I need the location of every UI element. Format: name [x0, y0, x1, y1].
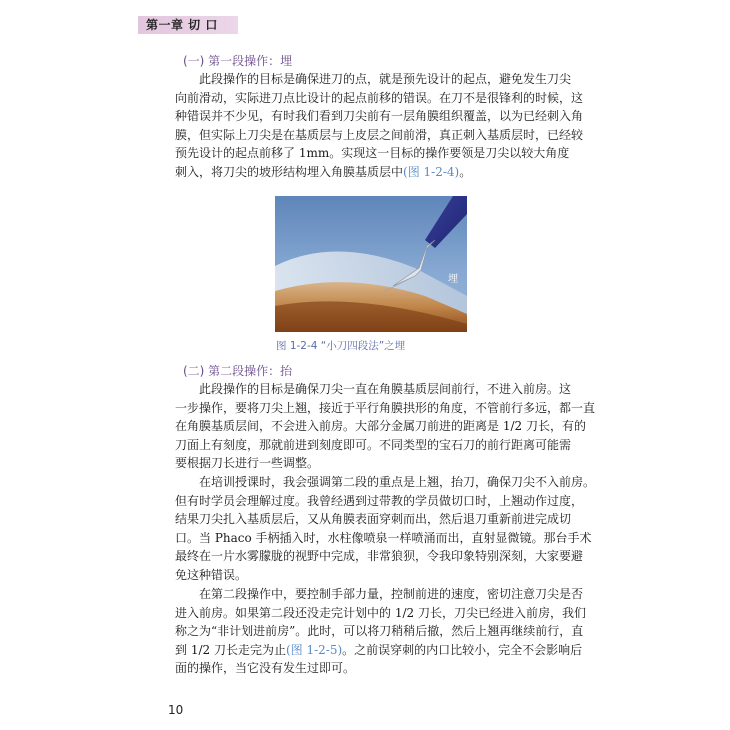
text-line: 免这种错误。	[175, 567, 248, 582]
section-heading-1: (一) 第一段操作：埋	[183, 54, 293, 68]
figure-label: 埋	[448, 274, 458, 285]
text-line: 预先设计的起点前移了 1mm。实现这一目标的操作要领是刀尖以较大角度	[175, 146, 570, 161]
text-line: 口。当 Phaco 手柄插入时，水柱像喷泉一样喷涌而出，直射显微镜。那台手术	[175, 530, 592, 545]
text-line: 刀面上有刻度，那就前进到刻度即可。不同类型的宝石刀的前行距离可能需	[175, 437, 572, 452]
text-line: 刺入，将刀尖的坡形结构埋入角膜基质层中(图 1-2-4)。	[175, 164, 472, 179]
section1-paragraph	[175, 70, 585, 182]
figure-caption: 图 1-2-4 “小刀四段法”之埋	[276, 340, 406, 352]
section2-paragraph-2	[175, 473, 596, 585]
text-line: 到 1/2 刀长走完为止(图 1-2-5)。之前误穿刺的内口比较小，完全不会影响后	[175, 642, 583, 657]
figure-1-2-4-photo	[275, 196, 467, 332]
figure-reference-link[interactable]: (图 1-2-4)	[403, 164, 460, 179]
text-line: 膜，但实际上刀尖是在基质层与上皮层之间前滑，真正刺入基质层时，已经较	[175, 127, 584, 142]
text-line: 最终在一片水雾朦胧的视野中完成，非常狼狈，令我印象特别深刻，大家要避	[175, 549, 584, 564]
text-line: 种错误并不少见，有时我们看到刀尖前有一层角膜组织覆盖，以为已经刺入角	[175, 109, 584, 124]
text-line: 面的操作，当它没有发生过即可。	[175, 661, 356, 676]
text-line: 称之为“非计划进前房”。此时，可以将刀稍稍后撤，然后上翘再继续前行，直	[175, 624, 584, 639]
text-line: 要根据刀长进行一些调整。	[175, 456, 320, 471]
text-line: 在培训授课时，我会强调第二段的重点是上翘，抬刀，确保刀尖不入前房。	[199, 475, 596, 489]
text-line: 此段操作的目标是确保进刀的点，就是预先设计的起点，避免发生刀尖	[199, 72, 572, 86]
section-heading-2: (二) 第二段操作：抬	[183, 364, 293, 378]
text-line: 向前滑动，实际进刀点比设计的起点前移的错误。在刀不是很锋利的时候，这	[175, 90, 584, 105]
figure-reference-link[interactable]: (图 1-2-5)	[285, 642, 343, 657]
section2-paragraph-1	[175, 380, 596, 473]
text-line: 一步操作，要将刀尖上翘，接近于平行角膜拱形的角度，不管前行多远，都一直	[175, 400, 596, 415]
text-line: 结果刀尖扎入基质层后，又从角膜表面穿刺而出，然后退刀重新前进完成切	[175, 512, 572, 527]
section2-paragraph-3	[175, 585, 585, 678]
surgery-illustration	[275, 196, 467, 332]
chapter-header: 第一章 切 口	[138, 16, 238, 34]
page-number: 10	[168, 703, 184, 717]
text-line: 但有时学员会理解过度。我曾经遇到过带教的学员做切口时，上翘动作过度，	[175, 493, 584, 508]
text-line: 在第二段操作中，要控制手部力量，控制前进的速度，密切注意刀尖是否	[199, 587, 584, 601]
text-line: 此段操作的目标是确保刀尖一直在角膜基质层间前行，不进入前房。这	[199, 382, 572, 396]
text-line: 在角膜基质层间，不会进入前房。大部分金属刀前进的距离是 1/2 刀长，有的	[175, 419, 586, 434]
text-line: 进入前房。如果第二段还没走完计划中的 1/2 刀长，刀尖已经进入前房，我们	[175, 605, 586, 620]
